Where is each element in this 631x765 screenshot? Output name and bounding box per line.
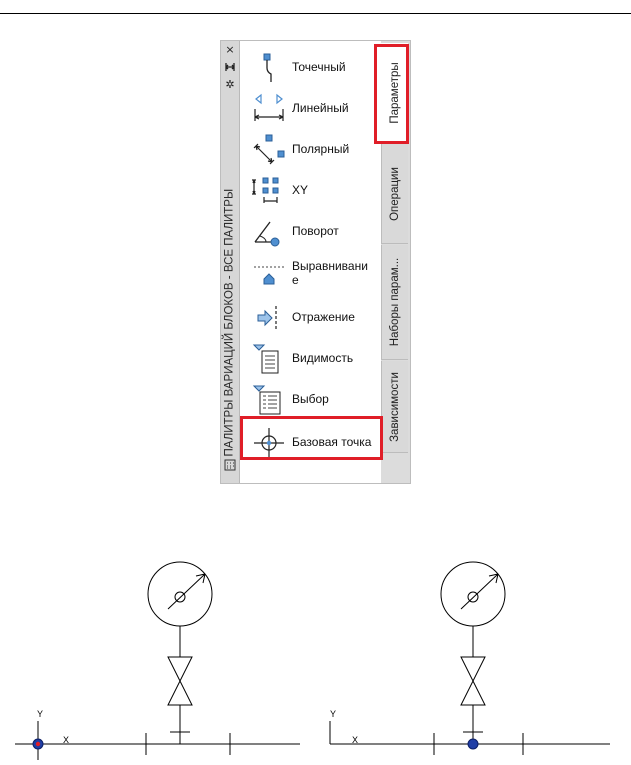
palette-item-xy[interactable]	[240, 172, 381, 210]
palette-item-label: Поворот	[292, 224, 339, 238]
rotation-parameter-icon	[252, 216, 286, 248]
palette-title-bar[interactable]	[221, 41, 240, 483]
close-icon[interactable]: ×	[225, 43, 235, 56]
palette-item-label: Выравнивание	[292, 259, 368, 287]
tab-actions[interactable]	[381, 144, 408, 244]
page-top-rule	[0, 13, 631, 14]
palette-item-flip[interactable]	[240, 299, 381, 337]
palette-item-rotation[interactable]	[240, 213, 381, 251]
palette-item-polar[interactable]	[240, 131, 381, 169]
gauge-arrow	[168, 574, 205, 609]
x-axis-label: X	[63, 735, 70, 745]
valve-stem	[170, 705, 190, 744]
palette-item-linear[interactable]	[240, 90, 381, 128]
palette-item-point[interactable]	[240, 49, 381, 87]
valve-symbol	[461, 657, 485, 705]
palette-item-label: Точечный	[292, 60, 346, 74]
tab-label: Наборы парам...	[389, 257, 401, 347]
flip-parameter-icon	[252, 302, 286, 334]
drawing-left	[0, 545, 300, 765]
autohide-icon[interactable]	[224, 61, 236, 73]
tab-label: Параметры	[388, 61, 401, 124]
point-parameter-icon	[252, 52, 286, 84]
palette-item-label: Видимость	[292, 351, 354, 365]
alignment-parameter-icon	[252, 257, 286, 289]
base-point-center	[36, 742, 40, 746]
gauge-arrow	[461, 574, 498, 609]
tab-label: Зависимости	[389, 371, 401, 442]
visibility-parameter-icon	[252, 343, 286, 375]
palette-item-alignment[interactable]	[240, 254, 381, 302]
tab-constraints[interactable]	[381, 361, 408, 453]
tab-label: Операции	[389, 166, 401, 221]
valve-stem	[463, 705, 483, 744]
y-axis-label: Y	[37, 709, 44, 719]
gauge-circle	[441, 562, 505, 626]
tab-parameter-sets[interactable]	[381, 245, 408, 360]
palette-item-label: Базовая точка	[292, 435, 372, 449]
linear-parameter-icon	[252, 93, 286, 125]
x-axis-label: X	[352, 735, 359, 745]
highlight-base-point-item	[240, 416, 383, 460]
highlight-parameters-tab	[374, 44, 409, 144]
palette-menu-icon[interactable]	[224, 459, 236, 471]
y-axis-label: Y	[330, 709, 337, 719]
palette-title: ПАЛИТРЫ ВАРИАЦИЙ БЛОКОВ - ВСЕ ПАЛИТРЫ	[223, 188, 236, 457]
palette-item-label: Линейный	[292, 101, 349, 115]
palette-item-label: Отражение	[292, 310, 355, 324]
polar-parameter-icon	[252, 134, 286, 166]
palette-item-lookup[interactable]	[240, 381, 381, 419]
lookup-parameter-icon	[252, 384, 286, 416]
drawing-right	[320, 545, 620, 765]
palette-item-label: Выбор	[292, 392, 329, 406]
palette-item-label: Полярный	[292, 142, 350, 156]
valve-symbol	[168, 657, 192, 705]
gauge-circle	[148, 562, 212, 626]
ucs-axes	[330, 721, 350, 744]
properties-icon[interactable]: ✲	[225, 78, 235, 91]
palette-item-label: XY	[292, 183, 309, 197]
palette-item-visibility[interactable]	[240, 340, 381, 378]
base-point-marker	[468, 739, 478, 749]
xy-parameter-icon	[252, 175, 286, 207]
